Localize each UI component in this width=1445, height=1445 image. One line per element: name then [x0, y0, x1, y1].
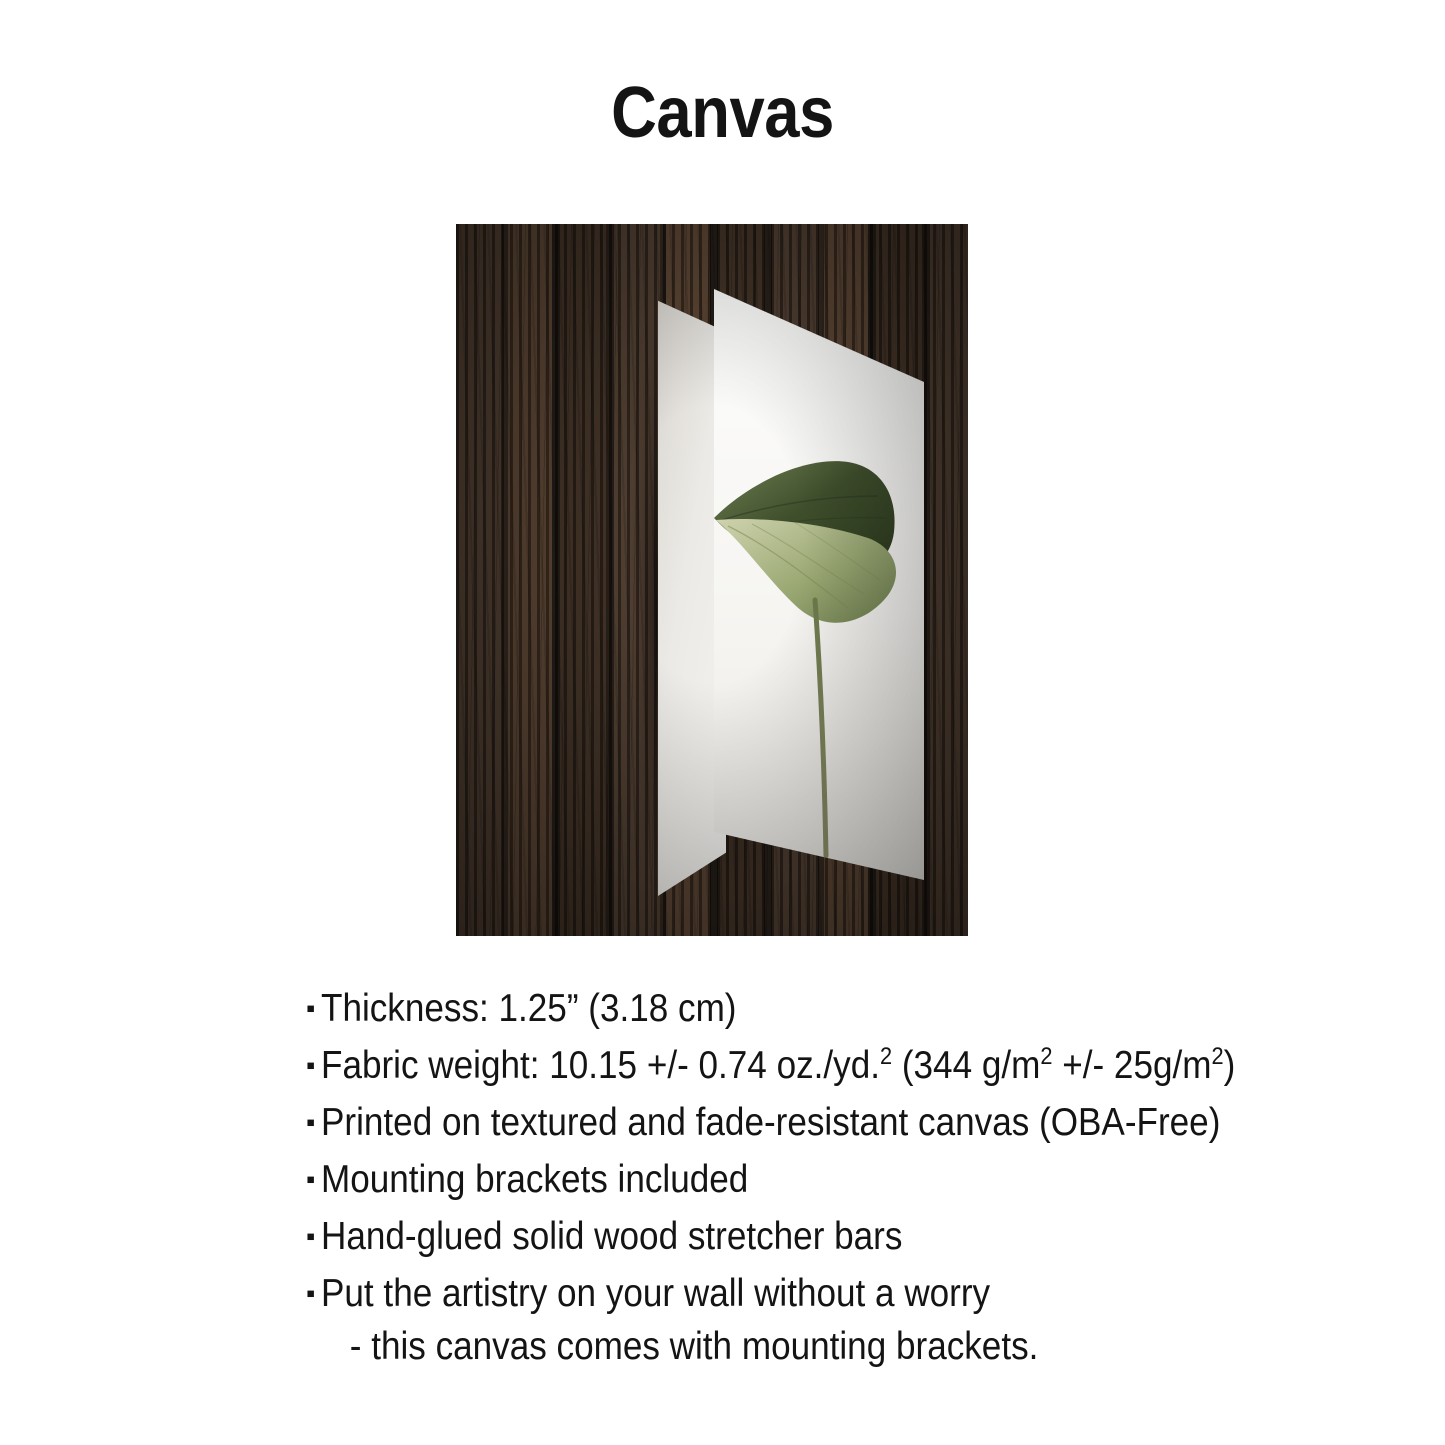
spec-text: Thickness: 1.25” (3.18 cm) [321, 987, 737, 1030]
spec-item-artistry-continuation [340, 1323, 1366, 1370]
bullet-icon: ▪ [306, 1050, 316, 1080]
spec-text: Hand-glued solid wood stretcher bars [321, 1215, 903, 1258]
spec-text-part: Fabric weight: 10.15 +/- 0.74 oz./yd. [321, 1044, 881, 1087]
spec-text-part: ) [1223, 1044, 1236, 1087]
specs-list [306, 985, 1366, 1370]
spec-text-part: +/- 25g/m [1052, 1044, 1212, 1087]
page-title: Canvas [611, 73, 834, 153]
spec-sup-1: 2 [880, 1043, 893, 1070]
spec-item-stretcher-bars [306, 1213, 1366, 1260]
spec-text [321, 1042, 1235, 1089]
spec-item-thickness [306, 985, 1366, 1032]
spec-item-mounting-brackets [306, 1156, 1366, 1203]
bullet-icon: ▪ [306, 1164, 316, 1194]
spec-sup-3: 2 [1211, 1043, 1224, 1070]
spec-text: - this canvas comes with mounting brackets. [340, 1325, 1039, 1368]
bullet-icon: ▪ [306, 1107, 316, 1137]
spec-text: Mounting brackets included [321, 1158, 749, 1201]
spec-item-fabric-weight [306, 1042, 1366, 1089]
spec-item-printed-canvas [306, 1099, 1366, 1146]
product-image [456, 224, 968, 936]
spec-text: Put the artistry on your wall without a worry [321, 1272, 991, 1315]
image-vignette [456, 224, 968, 936]
spec-text: Printed on textured and fade-resistant canvas (OBA-Free) [321, 1101, 1221, 1144]
spec-item-artistry [306, 1270, 1366, 1317]
bullet-icon: ▪ [306, 1221, 316, 1251]
spec-text-part: (344 g/m [892, 1044, 1041, 1087]
bullet-icon: ▪ [306, 993, 316, 1023]
bullet-icon: ▪ [306, 1278, 316, 1308]
spec-sup-2: 2 [1040, 1043, 1053, 1070]
